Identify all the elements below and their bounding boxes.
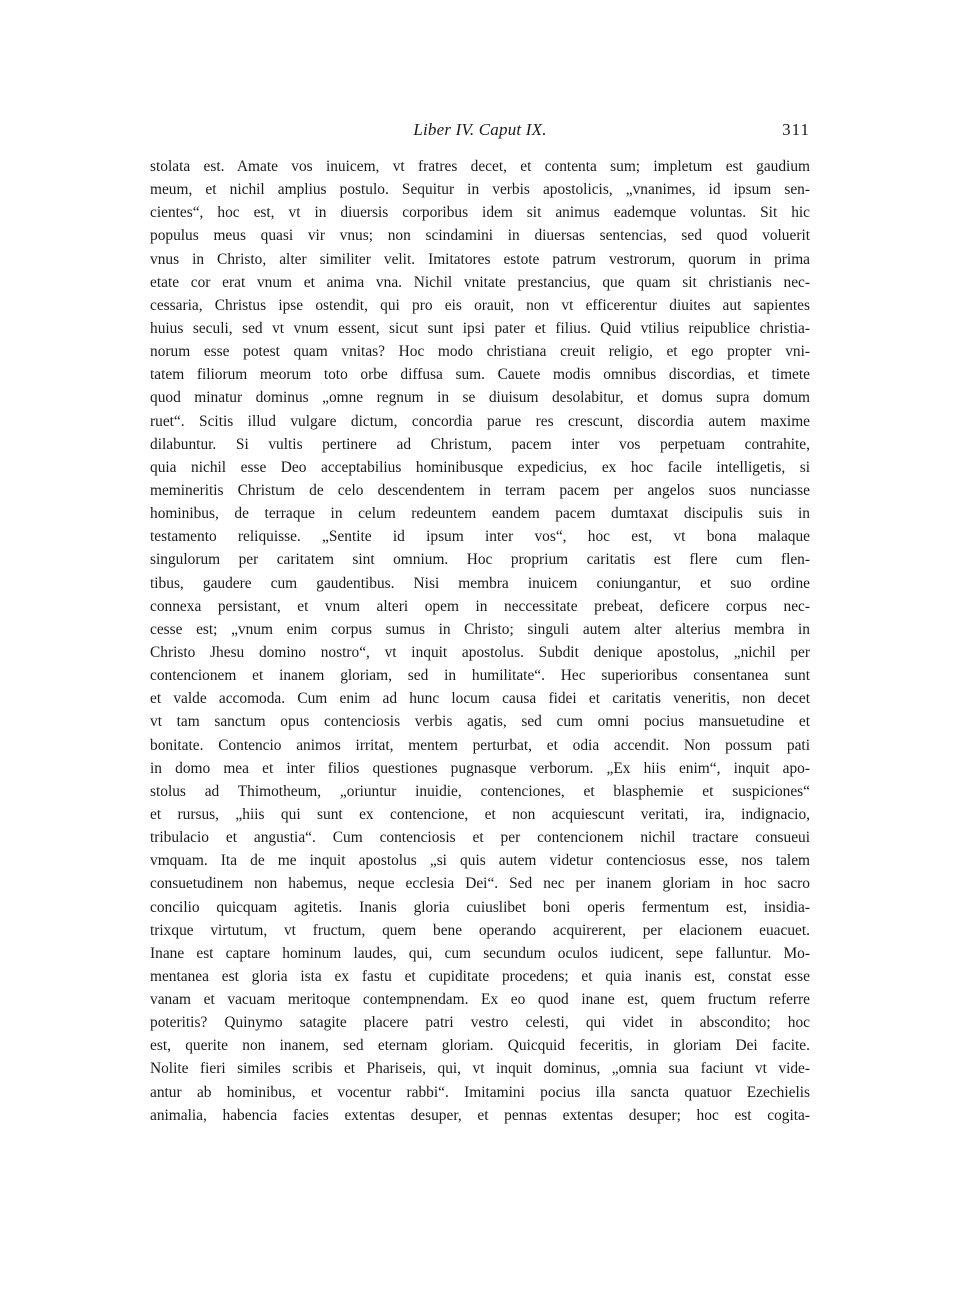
text-line: norum esse potest quam vnitas? Hoc modo christiana creuit religio, et ego propter vni- (150, 343, 810, 361)
running-title: Liber IV. Caput IX. (413, 120, 547, 139)
text-line: mentanea est gloria ista ex fastu et cupiditate procedens; et quia inanis est, constat esse (150, 967, 810, 985)
text-line: et rursus, „hiis qui sunt ex contencione, et non acquiescunt veritati, ira, indignacio, (150, 805, 810, 823)
text-line: meum, et nichil amplius postulo. Sequitur in verbis apostolicis, „vnanimes, id ipsum sen- (150, 181, 810, 199)
text-line: Inane est captare hominum laudes, qui, cum secundum oculos iudicent, sepe falluntur. Mo- (150, 944, 810, 962)
text-line: cesse est; „vnum enim corpus sumus in Christo; singuli autem alter alterius membra in (150, 620, 810, 638)
text-line: et valde accomoda. Cum enim ad hunc locum causa fidei et caritatis veneritis, non decet (150, 690, 810, 708)
text-line: huius seculi, sed vt vnum essent, sicut sunt ipsi pater et filius. Quid vtilius reipublice christia- (150, 319, 810, 337)
text-line: est, querite non inanem, sed eternam gloriam. Quicquid feceritis, in gloriam Dei facite. (150, 1037, 810, 1055)
text-line: connexa persistant, et vnum alteri opem in neccessitate prebeat, deficere corpus nec- (150, 597, 810, 615)
text-line: bonitate. Contencio animos irritat, mentem perturbat, et odia accendit. Non possum pati (150, 736, 810, 754)
text-line: memineritis Christum de celo descendentem in terram pacem per angelos suos nunciasse (150, 481, 810, 499)
text-line: vnus in Christo, alter similiter velit. Imitatores estote patrum vestrorum, quorum in prima (150, 250, 810, 268)
text-line: vmquam. Ita de me inquit apostolus „si quis autem videtur contenciosus esse, nos talem (150, 852, 810, 870)
text-line: quod minatur dominus „omne regnum in se diuisum desolabitur, et domus supra domum (150, 389, 810, 407)
text-line: vanam et vacuam meritoque contempnendam. Ex eo quod inane est, quem fructum referre (150, 991, 810, 1009)
text-line: in domo mea et inter filios questiones pugnasque verborum. „Ex hiis enim“, inquit apo- (150, 759, 810, 777)
text-line: vt tam sanctum opus contenciosis verbis agatis, sed cum omni pocius mansuetudine et (150, 713, 810, 731)
text-line: tatem filiorum meorum toto orbe diffusa sum. Cauete modis omnibus discordias, et timete (150, 366, 810, 384)
text-line: etate cor erat vnum et anima vna. Nichil vnitate prestancius, que quam sit christianis nec- (150, 273, 810, 291)
text-line: stolus ad Thimotheum, „oriuntur inuidie, contenciones, et blasphemie et suspiciones“ (150, 782, 810, 800)
text-line: dilabuntur. Si vultis pertinere ad Christum, pacem inter vos perpetuam contrahite, (150, 435, 810, 453)
text-line: concilio quicquam agitetis. Inanis gloria cuiuslibet boni operis fermentum est, insidia- (150, 898, 810, 916)
text-line: testamento reliquisse. „Sentite id ipsum inter vos“, hoc est, vt bona malaque (150, 528, 810, 546)
text-line: tribulacio et angustia“. Cum contenciosis et per contencionem nichil tractare consueui (150, 829, 810, 847)
text-line: poteritis? Quinymo satagite placere patri vestro celesti, qui videt in abscondito; hoc (150, 1014, 810, 1032)
body-text (150, 155, 810, 1127)
text-line: Christo Jhesu domino nostro“, vt inquit apostolus. Subdit denique apostolus, „nichil per (150, 643, 810, 661)
running-head (150, 120, 810, 144)
text-line: antur ab hominibus, et vocentur rabbi“. Imitamini pocius illa sancta quatuor Ezechielis (150, 1083, 810, 1101)
text-line: cessaria, Christus ipse ostendit, qui pro eis orauit, non vt efficerentur diuites aut sapientes (150, 296, 810, 314)
text-line: tibus, gaudere cum gaudentibus. Nisi membra inuicem coniungantur, et suo ordine (150, 574, 810, 592)
text-line: cientes“, hoc est, vt in diuersis corporibus idem sit animus eademque voluntas. Sit hic (150, 204, 810, 222)
text-line: quia nichil esse Deo acceptabilius hominibusque expedicius, ex hoc facile intelligetis, si (150, 458, 810, 476)
page-number: 311 (782, 120, 810, 139)
text-line: animalia, habencia facies extentas desuper, et pennas extentas desuper; hoc est cogita- (150, 1106, 810, 1124)
text-line: trixque virtutum, vt fructum, quem bene operando acquirerent, per elacionem euacuet. (150, 921, 810, 939)
text-line: populus meus quasi vir vnus; non scindamini in diuersas sentencias, sed quod voluerit (150, 227, 810, 245)
text-line: ruet“. Scitis illud vulgare dictum, concordia parue res crescunt, discordia autem maxime (150, 412, 810, 430)
text-line: singulorum per caritatem sint omnium. Hoc proprium caritatis est flere cum flen- (150, 551, 810, 569)
text-line: stolata est. Amate vos inuicem, vt fratres decet, et contenta sum; impletum est gaudium (150, 158, 810, 175)
text-line: contencionem et inanem gloriam, sed in humilitate“. Hec superioribus consentanea sunt (150, 667, 810, 685)
text-line: hominibus, de terraque in celum redeuntem eandem pacem dumtaxat discipulis suis in (150, 505, 810, 523)
text-line: consuetudinem non habemus, neque ecclesia Dei“. Sed nec per inanem gloriam in hoc sacro (150, 875, 810, 893)
text-line: Nolite fieri similes scribis et Phariseis, qui, vt inquit dominus, „omnia sua faciunt vt vide- (150, 1060, 810, 1078)
